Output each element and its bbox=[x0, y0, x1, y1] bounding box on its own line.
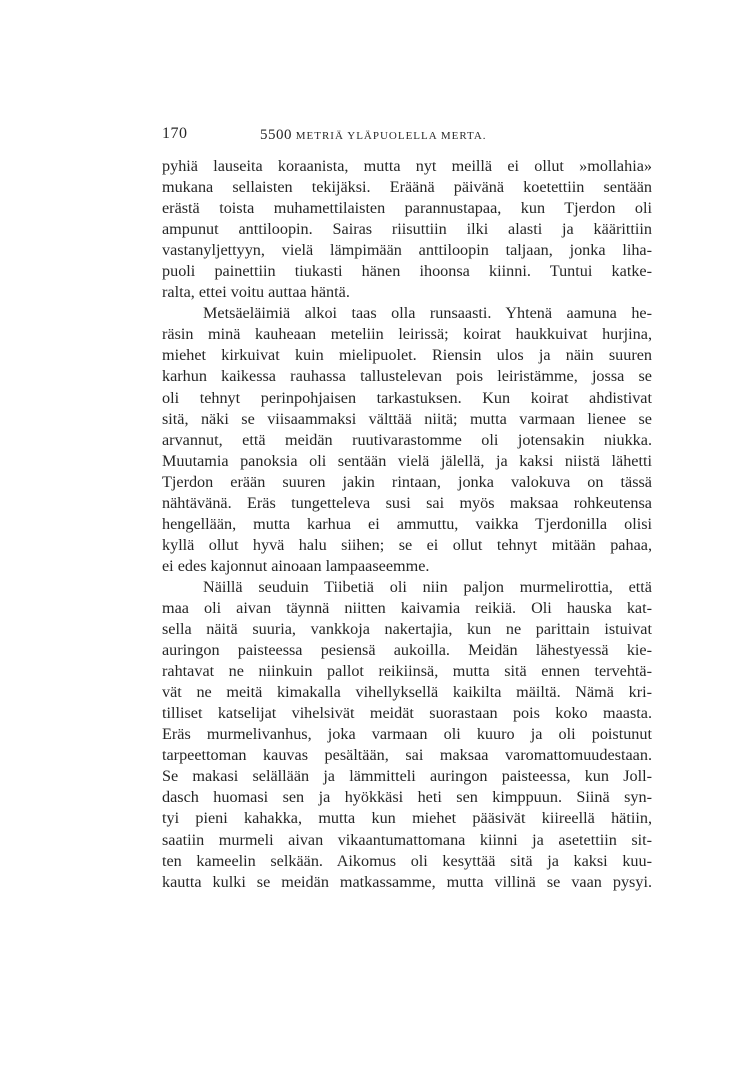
text-line: mukana sellaisten tekijäksi. Eräänä päivänä koetettiin sentään bbox=[162, 178, 652, 197]
running-title-number: 5500 bbox=[260, 127, 292, 143]
page-number: 170 bbox=[162, 125, 188, 142]
text-line: tarpeettoman kauvas pesältään, sai maksaa varomattomuudestaan. bbox=[162, 746, 652, 765]
text-line: erästä toista muhamettilaisten parannustapaa, kun Tjerdon oli bbox=[162, 199, 652, 218]
text-line: maa oli aivan täynnä niitten kaivamia reikiä. Oli hauska kat- bbox=[162, 598, 652, 617]
text-line: sella näitä suuria, vankkoja nakertajia, kun ne parittain istuivat bbox=[162, 620, 652, 639]
text-line: ralta, ettei voitu auttaa häntä. bbox=[162, 283, 350, 302]
text-line: hengellään, mutta karhua ei ammuttu, vaikka Tjerdonilla olisi bbox=[162, 514, 652, 533]
text-line: rahtavat ne niinkuin pallot reikiinsä, mutta sitä ennen tervehtä- bbox=[162, 662, 652, 681]
text-line: Näillä seuduin Tiibetiä oli niin paljon murmelirottia, että bbox=[203, 577, 652, 596]
text-line: oli tehnyt perinpohjaisen tarkastuksen. Kun koirat ahdistivat bbox=[162, 388, 652, 407]
text-line: Muutamia panoksia oli sentään vielä jälellä, ja kaksi niistä lähetti bbox=[162, 451, 652, 470]
text-line: tilliset katselijat vihelsivät meidät suorastaan pois koko maasta. bbox=[162, 704, 652, 723]
text-line: auringon paisteessa pesiensä aukoilla. Meidän lähestyessä kie- bbox=[162, 641, 652, 660]
running-head bbox=[162, 125, 652, 145]
text-line: Se makasi selällään ja lämmitteli auringon paisteessa, kun Joll- bbox=[162, 767, 652, 786]
text-line: ampunut anttiloopin. Sairas riisuttiin ilki alasti ja käärittiin bbox=[162, 220, 652, 239]
text-line: miehet kirkuivat kuin mielipuolet. Riensin ulos ja näin suuren bbox=[162, 346, 652, 365]
text-line: sitä, näki se viisaammaksi välttää niitä; mutta varmaan lienee se bbox=[162, 409, 652, 428]
text-line: saatiin murmeli aivan vikaantumattomana kiinni ja asetettiin sit- bbox=[162, 830, 652, 849]
text-line: vät ne meitä kimakalla vihellyksellä kaikilta mäiltä. Nämä kri- bbox=[162, 683, 652, 702]
text-line: kyllä ollut hyvä halu siihen; se ei ollut tehnyt mitään pahaa, bbox=[162, 535, 652, 554]
text-line: arvannut, että meidän ruutivarastomme oli jotensakin niukka. bbox=[162, 430, 652, 449]
text-line: puoli painettiin tiukasti hänen ihoonsa kiinni. Tuntui katke- bbox=[162, 262, 652, 281]
text-line: tyi pieni kahakka, mutta kun miehet pääsivät kiireellä hätiin, bbox=[162, 809, 652, 828]
text-line: nähtävänä. Eräs tungetteleva susi sai myös maksaa rohkeutensa bbox=[162, 493, 652, 512]
text-line: dasch huomasi sen ja hyökkäsi heti sen kimppuun. Siinä syn- bbox=[162, 788, 652, 807]
text-line: kautta kulki se meidän matkassamme, mutta villinä se vaan pysyi. bbox=[162, 872, 652, 891]
running-title-text: METRIÄ YLÄPUOLELLA MERTA. bbox=[295, 130, 487, 142]
text-line: Eräs murmelivanhus, joka varmaan oli kuuro ja oli poistunut bbox=[162, 725, 652, 744]
text-line: Tjerdon erään suuren jakin rintaan, jonka valokuva on tässä bbox=[162, 472, 652, 491]
text-line: karhun kaikessa rauhassa tallustelevan pois leiristämme, jossa se bbox=[162, 367, 652, 386]
text-line: Metsäeläimiä alkoi taas olla runsaasti. Yhtenä aamuna he- bbox=[203, 304, 652, 323]
running-title bbox=[260, 127, 487, 144]
text-line: vastanyljettyyn, vielä lämpimään anttiloopin taljaan, jonka liha- bbox=[162, 241, 652, 260]
text-line: pyhiä lauseita koraanista, mutta nyt meillä ei ollut »mollahia» bbox=[162, 157, 652, 175]
text-line: räsin minä kauheaan meteliin leirissä; koirat haukkuivat hurjina, bbox=[162, 325, 652, 344]
text-line: ei edes kajonnut ainoaan lampaaseemme. bbox=[162, 556, 430, 575]
body-text bbox=[162, 156, 652, 893]
text-line: ten kameelin selkään. Aikomus oli kesyttää sitä ja kaksi kuu- bbox=[162, 851, 652, 870]
